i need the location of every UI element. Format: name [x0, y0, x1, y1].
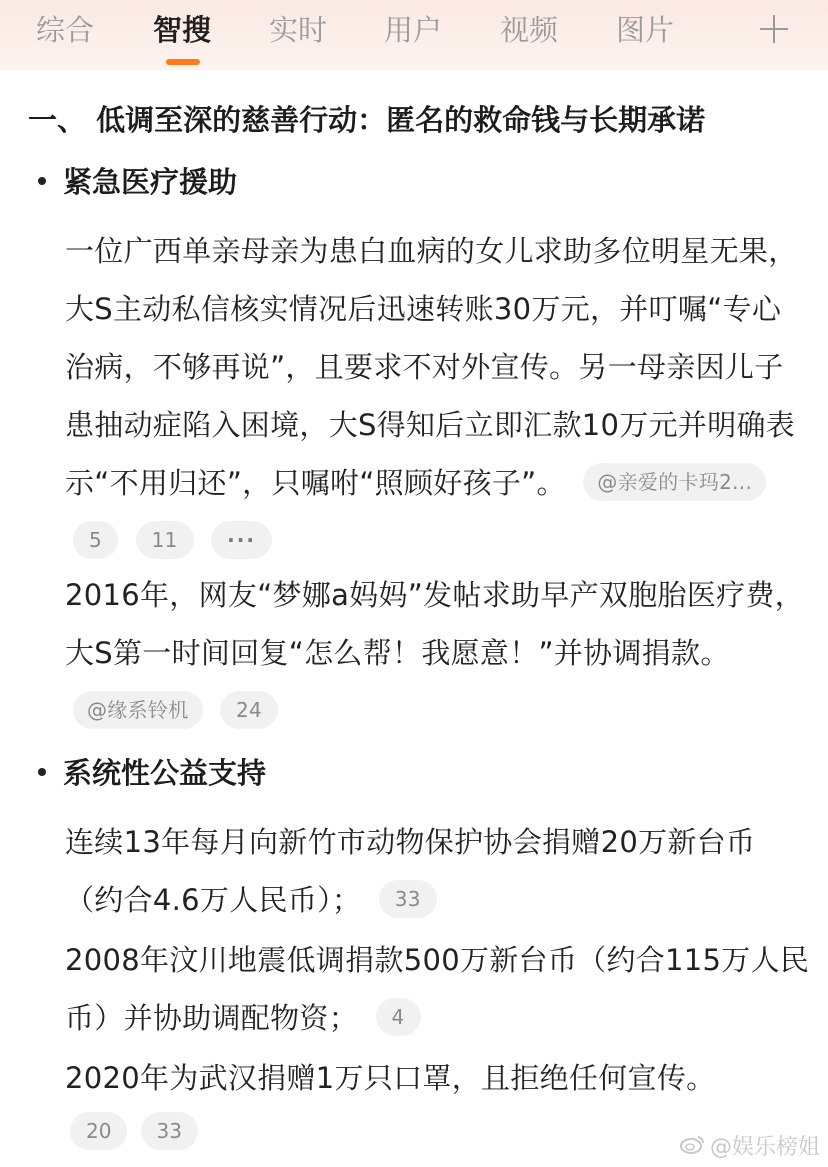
- paragraph-text: 2020年为武汉捐赠1万只口罩，且拒绝任何宣传。: [65, 1061, 716, 1095]
- reference-chip[interactable]: 33: [379, 880, 437, 918]
- paragraph-text: 一位广西单亲母亲为患白血病的女儿求助多位明星无果，大S主动私信核实情况后迅速转账30万元，并叮嘱“专心治病，不够再说”，且要求不对外宣传。另一母亲因儿子患抽动症陷入困境，大S得知后立即汇款10万元并明确表示“不用归还”，只嘱咐“照顾好孩子”。: [65, 234, 798, 500]
- reference-chip[interactable]: 11: [136, 521, 194, 559]
- tab-smart-search[interactable]: 智搜: [153, 13, 212, 47]
- reference-chip-row: [62, 1115, 198, 1153]
- paragraph-medical-aid-1: [65, 222, 810, 570]
- reference-chip[interactable]: 20: [70, 1112, 127, 1150]
- watermark: [680, 1130, 820, 1161]
- plus-icon[interactable]: [760, 15, 788, 43]
- paragraph-text: 2016年，网友“梦娜a妈妈”发帖求助早产双胞胎医疗费，大S第一时间回复“怎么帮！我愿意！”并协调捐款。: [65, 578, 805, 670]
- bullet-title-text: 系统性公益支持: [63, 756, 267, 790]
- bullet-dot: [38, 768, 46, 776]
- reference-chip[interactable]: 4: [376, 998, 421, 1036]
- tab-comprehensive[interactable]: 综合: [36, 13, 95, 47]
- paragraph-text: 连续13年每月向新竹市动物保护协会捐赠20万新台币（约合4.6万人民币）；: [65, 825, 756, 917]
- tab-realtime[interactable]: 实时: [269, 13, 328, 47]
- source-chip[interactable]: @亲爱的卡玛2...: [583, 463, 766, 501]
- search-tab-bar: [0, 0, 828, 70]
- reference-chip[interactable]: 5: [73, 521, 118, 559]
- bullet-title-medical-aid: [38, 160, 237, 204]
- source-chip[interactable]: @缘系铃机: [73, 691, 203, 729]
- paragraph-text: 2008年汶川地震低调捐款500万新台币（约合115万人民币）并协助调配物资；: [65, 943, 810, 1035]
- tab-video[interactable]: 视频: [500, 13, 559, 47]
- paragraph-charity-2: [65, 931, 810, 1047]
- paragraph-medical-aid-2: [65, 566, 810, 740]
- paragraph-charity-1: [65, 813, 810, 929]
- bullet-dot: [38, 177, 46, 185]
- ellipsis-icon[interactable]: ···: [211, 521, 272, 559]
- section-heading: 一、 低调至深的慈善行动：匿名的救命钱与长期承诺: [28, 103, 706, 137]
- paragraph-charity-3: [65, 1049, 810, 1107]
- active-tab-indicator: [166, 59, 200, 65]
- tab-users[interactable]: 用户: [384, 13, 443, 47]
- bullet-title-text: 紧急医疗援助: [63, 165, 238, 199]
- bullet-title-charity-support: [38, 751, 266, 795]
- reference-chip[interactable]: 33: [141, 1112, 198, 1150]
- tab-images[interactable]: 图片: [616, 13, 675, 47]
- reference-chip[interactable]: 24: [220, 691, 278, 729]
- weibo-logo-icon: [680, 1134, 706, 1160]
- watermark-text: @娱乐榜姐: [710, 1135, 821, 1160]
